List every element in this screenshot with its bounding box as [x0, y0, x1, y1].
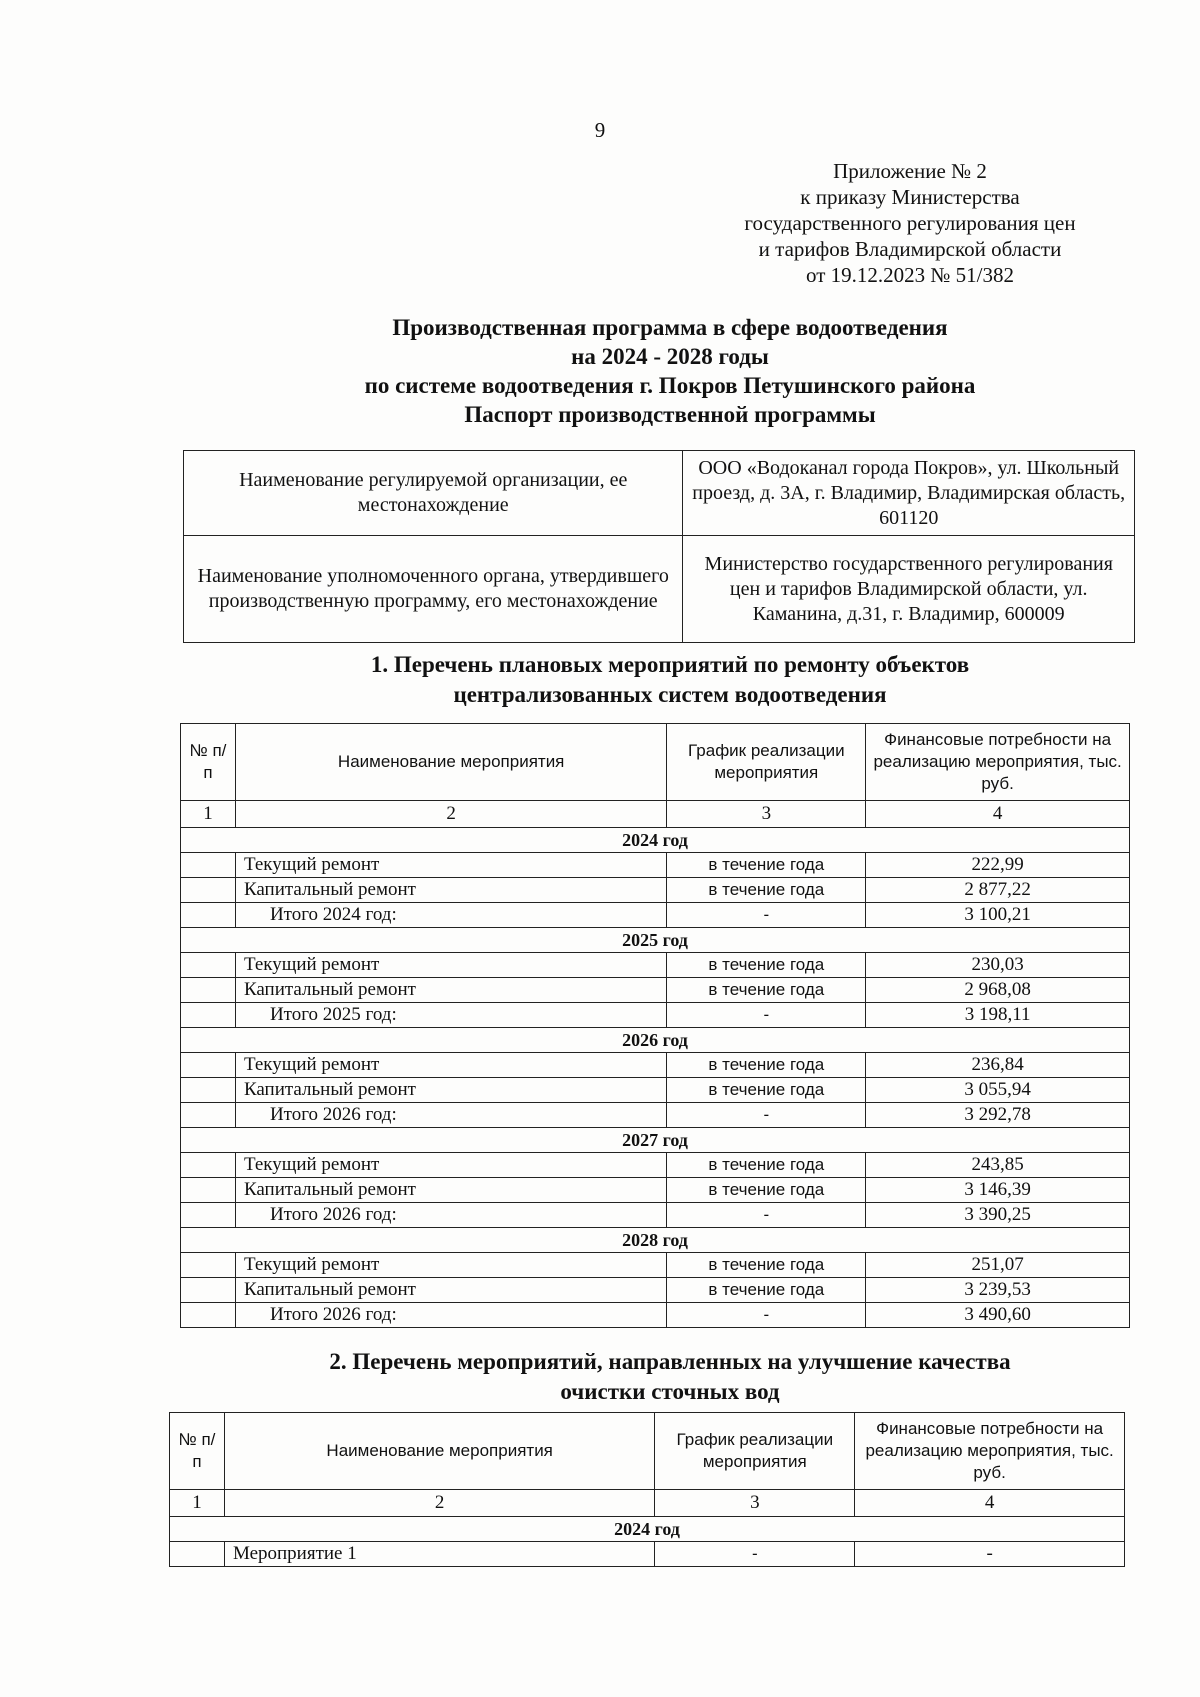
year-label: 2027 год	[181, 1128, 1130, 1153]
total-amount: 3 490,60	[866, 1303, 1130, 1328]
document-title	[170, 313, 1170, 429]
event-schedule: в течение года	[667, 1178, 866, 1203]
event-schedule: в течение года	[667, 1278, 866, 1303]
event-amount: 222,99	[866, 853, 1130, 878]
row-num-cell	[181, 1278, 236, 1303]
total-label: Итого 2026 год:	[235, 1103, 666, 1128]
year-label: 2024 год	[170, 1517, 1125, 1542]
event-amount: 236,84	[866, 1053, 1130, 1078]
row-num-cell	[181, 953, 236, 978]
total-amount: 3 100,21	[866, 903, 1130, 928]
event-schedule: в течение года	[667, 1253, 866, 1278]
event-name: Капитальный ремонт	[235, 1278, 666, 1303]
row-num-cell	[181, 1153, 236, 1178]
row-num-cell	[181, 1303, 236, 1328]
appendix-line: государственного регулирования цен	[744, 211, 1076, 235]
col-header-num: № п/п	[181, 724, 236, 801]
event-name: Текущий ремонт	[235, 1253, 666, 1278]
passport-heading: Паспорт производственной программы	[464, 402, 876, 427]
event-schedule: в течение года	[667, 1078, 866, 1103]
total-schedule: -	[667, 1203, 866, 1228]
appendix-line: к приказу Министерства	[800, 185, 1020, 209]
section-title-line: 2. Перечень мероприятий, направленных на улучшение качества	[329, 1349, 1011, 1374]
event-schedule: в течение года	[667, 853, 866, 878]
year-row	[181, 828, 1130, 853]
event-name: Капитальный ремонт	[235, 1078, 666, 1103]
total-amount: 3 292,78	[866, 1103, 1130, 1128]
year-label: 2026 год	[181, 1028, 1130, 1053]
col-number: 2	[235, 801, 666, 828]
table-header-row	[170, 1413, 1125, 1490]
event-name: Капитальный ремонт	[235, 1178, 666, 1203]
col-number: 1	[181, 801, 236, 828]
year-row	[181, 1028, 1130, 1053]
col-header-num: № п/п	[170, 1413, 225, 1490]
row-num-cell	[181, 1078, 236, 1103]
event-name: Мероприятие 1	[224, 1542, 654, 1567]
total-schedule: -	[667, 903, 866, 928]
table-row	[181, 1178, 1130, 1203]
col-number: 4	[855, 1490, 1125, 1517]
total-row	[181, 1303, 1130, 1328]
title-line: на 2024 - 2028 годы	[571, 344, 769, 369]
row-num-cell	[181, 978, 236, 1003]
section-title-line: 1. Перечень плановых мероприятий по ремонту объектов	[370, 652, 970, 677]
passport-row	[184, 536, 1135, 643]
passport-label: Наименование уполномоченного органа, утвердившего производственную программу, его местонахождение	[184, 536, 683, 643]
total-amount: 3 198,11	[866, 1003, 1130, 1028]
total-row	[181, 1003, 1130, 1028]
event-amount: 2 968,08	[866, 978, 1130, 1003]
section-title-line: очистки сточных вод	[560, 1379, 780, 1404]
event-schedule: в течение года	[667, 1153, 866, 1178]
row-num-cell	[170, 1542, 225, 1567]
title-line: по системе водоотведения г. Покров Петушинского района	[364, 373, 976, 398]
title-line: Производственная программа в сфере водоотведения	[392, 315, 948, 340]
event-amount: 3 146,39	[866, 1178, 1130, 1203]
event-schedule: в течение года	[667, 1053, 866, 1078]
col-header-finance: Финансовые потребности на реализацию мероприятия, тыс. руб.	[866, 724, 1130, 801]
passport-table	[183, 450, 1135, 643]
year-label: 2024 год	[181, 828, 1130, 853]
total-schedule: -	[667, 1103, 866, 1128]
row-num-cell	[181, 1103, 236, 1128]
table-row	[181, 1153, 1130, 1178]
event-schedule: в течение года	[667, 953, 866, 978]
section2-title	[170, 1347, 1170, 1407]
event-name: Текущий ремонт	[235, 853, 666, 878]
section-title-line: централизованных систем водоотведения	[453, 682, 887, 707]
page-number: 9	[594, 118, 606, 142]
row-num-cell	[181, 903, 236, 928]
event-name: Текущий ремонт	[235, 953, 666, 978]
event-schedule: в течение года	[667, 978, 866, 1003]
total-label: Итого 2026 год:	[235, 1303, 666, 1328]
col-number: 2	[224, 1490, 654, 1517]
col-header-finance: Финансовые потребности на реализацию мероприятия, тыс. руб.	[855, 1413, 1125, 1490]
column-number-row	[170, 1490, 1125, 1517]
year-row	[181, 928, 1130, 953]
event-name: Текущий ремонт	[235, 1053, 666, 1078]
column-number-row	[181, 801, 1130, 828]
year-row	[181, 1128, 1130, 1153]
event-schedule: -	[655, 1542, 855, 1567]
repair-events-table	[180, 723, 1130, 1328]
year-label: 2028 год	[181, 1228, 1130, 1253]
passport-label: Наименование регулируемой организации, ее местонахождение	[184, 451, 683, 536]
quality-events-table	[169, 1412, 1125, 1567]
event-amount: -	[855, 1542, 1125, 1567]
row-num-cell	[181, 1178, 236, 1203]
col-header-schedule: График реализации мероприятия	[667, 724, 866, 801]
row-num-cell	[181, 853, 236, 878]
table-row	[181, 1078, 1130, 1103]
event-amount: 3 239,53	[866, 1278, 1130, 1303]
col-header-name: Наименование мероприятия	[224, 1413, 654, 1490]
event-amount: 2 877,22	[866, 878, 1130, 903]
event-schedule: в течение года	[667, 878, 866, 903]
total-row	[181, 903, 1130, 928]
event-name: Капитальный ремонт	[235, 978, 666, 1003]
event-amount: 251,07	[866, 1253, 1130, 1278]
total-row	[181, 1103, 1130, 1128]
appendix-line: и тарифов Владимирской области	[758, 237, 1062, 261]
appendix-header	[690, 158, 1130, 288]
table-row	[181, 878, 1130, 903]
total-schedule: -	[667, 1003, 866, 1028]
passport-value: ООО «Водоканал города Покров», ул. Школьный проезд, д. 3А, г. Владимир, Владимирская область, 601120	[683, 451, 1135, 536]
total-label: Итого 2026 год:	[235, 1203, 666, 1228]
col-number: 4	[866, 801, 1130, 828]
total-label: Итого 2024 год:	[235, 903, 666, 928]
col-header-name: Наименование мероприятия	[235, 724, 666, 801]
row-num-cell	[181, 1053, 236, 1078]
total-row	[181, 1203, 1130, 1228]
table-row	[170, 1542, 1125, 1567]
appendix-line: от 19.12.2023 № 51/382	[805, 263, 1015, 287]
row-num-cell	[181, 1203, 236, 1228]
row-num-cell	[181, 878, 236, 903]
table-row	[181, 953, 1130, 978]
year-row	[181, 1228, 1130, 1253]
table-row	[181, 1278, 1130, 1303]
event-name: Капитальный ремонт	[235, 878, 666, 903]
section1-title	[170, 650, 1170, 710]
col-number: 1	[170, 1490, 225, 1517]
passport-value: Министерство государственного регулирования цен и тарифов Владимирской области, ул. Каманина, д.31, г. Владимир, 600009	[683, 536, 1135, 643]
col-number: 3	[655, 1490, 855, 1517]
event-name: Текущий ремонт	[235, 1153, 666, 1178]
year-row	[170, 1517, 1125, 1542]
table-header-row	[181, 724, 1130, 801]
row-num-cell	[181, 1003, 236, 1028]
total-amount: 3 390,25	[866, 1203, 1130, 1228]
total-schedule: -	[667, 1303, 866, 1328]
col-header-schedule: График реализации мероприятия	[655, 1413, 855, 1490]
table-row	[181, 1253, 1130, 1278]
table-row	[181, 978, 1130, 1003]
passport-row	[184, 451, 1135, 536]
event-amount: 243,85	[866, 1153, 1130, 1178]
col-number: 3	[667, 801, 866, 828]
table-row	[181, 853, 1130, 878]
row-num-cell	[181, 1253, 236, 1278]
appendix-line: Приложение № 2	[833, 159, 987, 183]
event-amount: 3 055,94	[866, 1078, 1130, 1103]
year-label: 2025 год	[181, 928, 1130, 953]
total-label: Итого 2025 год:	[235, 1003, 666, 1028]
event-amount: 230,03	[866, 953, 1130, 978]
table-row	[181, 1053, 1130, 1078]
